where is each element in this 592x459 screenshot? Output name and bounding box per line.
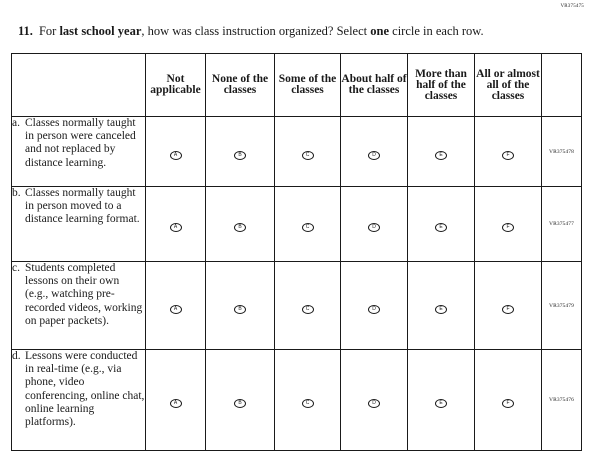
row-label-cell xyxy=(12,262,146,350)
question-emphasis-1: last school year xyxy=(59,24,142,38)
response-bubble-c[interactable]: C xyxy=(302,223,314,232)
header-blank xyxy=(12,54,146,117)
question-number: 11. xyxy=(18,24,33,38)
page-item-code: VR375475 xyxy=(560,4,584,9)
row-label xyxy=(12,117,145,170)
response-bubble-c[interactable]: C xyxy=(302,399,314,408)
row-label-cell xyxy=(12,117,146,187)
option-cell xyxy=(146,262,206,350)
row-label-cell xyxy=(12,187,146,262)
response-bubble-a[interactable]: A xyxy=(170,151,182,160)
table-row xyxy=(12,117,582,187)
option-cell xyxy=(275,350,341,451)
option-cell xyxy=(408,350,475,451)
question-part-3: circle in each row. xyxy=(389,24,484,38)
table-row xyxy=(12,262,582,350)
option-cell xyxy=(206,117,275,187)
response-bubble-c[interactable]: C xyxy=(302,305,314,314)
response-bubble-f[interactable]: F xyxy=(502,151,514,160)
option-cell xyxy=(206,187,275,262)
option-cell xyxy=(341,117,408,187)
response-bubble-b[interactable]: B xyxy=(234,223,246,232)
response-bubble-b[interactable]: B xyxy=(234,305,246,314)
option-cell xyxy=(475,117,542,187)
row-text: Classes normally taught in person moved to a distance learning format. xyxy=(25,187,140,226)
row-item-code: VR375478 xyxy=(542,117,582,187)
response-bubble-e[interactable]: E xyxy=(435,151,447,160)
response-bubble-f[interactable]: F xyxy=(502,305,514,314)
option-cell xyxy=(475,262,542,350)
row-letter: b. xyxy=(12,187,21,199)
response-bubble-b[interactable]: B xyxy=(234,151,246,160)
row-letter: d. xyxy=(12,350,21,362)
row-item-code: VR375477 xyxy=(542,187,582,262)
response-bubble-c[interactable]: C xyxy=(302,151,314,160)
option-cell xyxy=(408,117,475,187)
option-cell xyxy=(206,350,275,451)
question-text xyxy=(18,24,484,39)
option-cell xyxy=(408,262,475,350)
response-bubble-d[interactable]: D xyxy=(368,305,380,314)
question-emphasis-2: one xyxy=(370,24,390,38)
response-grid xyxy=(11,53,582,451)
question-part-1: For xyxy=(38,24,60,38)
question-part-2: , how was class instruction organized? Select xyxy=(141,24,371,38)
option-cell xyxy=(275,262,341,350)
response-bubble-d[interactable]: D xyxy=(368,399,380,408)
option-cell xyxy=(475,187,542,262)
response-bubble-b[interactable]: B xyxy=(234,399,246,408)
response-bubble-d[interactable]: D xyxy=(368,223,380,232)
row-label xyxy=(12,262,145,328)
header-row xyxy=(12,54,582,117)
response-bubble-e[interactable]: E xyxy=(435,399,447,408)
response-bubble-a[interactable]: A xyxy=(170,223,182,232)
column-header: More than half of the classes xyxy=(408,54,475,117)
row-item-code: VR375479 xyxy=(542,262,582,350)
option-cell xyxy=(206,262,275,350)
column-header: Not applicable xyxy=(146,54,206,117)
response-bubble-e[interactable]: E xyxy=(435,305,447,314)
option-cell xyxy=(146,350,206,451)
option-cell xyxy=(146,187,206,262)
option-cell xyxy=(275,187,341,262)
option-cell xyxy=(408,187,475,262)
column-header: All or almost all of the classes xyxy=(475,54,542,117)
response-bubble-a[interactable]: A xyxy=(170,399,182,408)
response-bubble-f[interactable]: F xyxy=(502,399,514,408)
option-cell xyxy=(475,350,542,451)
option-cell xyxy=(146,117,206,187)
row-label xyxy=(12,350,145,429)
column-header: Some of the classes xyxy=(275,54,341,117)
row-text: Classes normally taught in person were canceled and not replaced by distance learning. xyxy=(25,117,136,169)
option-cell xyxy=(341,350,408,451)
table-row xyxy=(12,187,582,262)
option-cell xyxy=(341,187,408,262)
response-bubble-d[interactable]: D xyxy=(368,151,380,160)
table-row xyxy=(12,350,582,451)
row-item-code: VR375476 xyxy=(542,350,582,451)
row-letter: c. xyxy=(12,262,20,274)
column-header: About half of the classes xyxy=(341,54,408,117)
option-cell xyxy=(341,262,408,350)
response-bubble-a[interactable]: A xyxy=(170,305,182,314)
row-label xyxy=(12,187,145,227)
row-text: Students completed lessons on their own (e.g., watching pre-recorded videos, working on paper packets). xyxy=(25,262,143,327)
row-letter: a. xyxy=(12,117,20,129)
header-blank xyxy=(542,54,582,117)
row-label-cell xyxy=(12,350,146,451)
response-bubble-e[interactable]: E xyxy=(435,223,447,232)
row-text: Lessons were conducted in real-time (e.g., via phone, video conferencing, online chat, online learning platforms). xyxy=(25,350,145,429)
column-header: None of the classes xyxy=(206,54,275,117)
option-cell xyxy=(275,117,341,187)
response-bubble-f[interactable]: F xyxy=(502,223,514,232)
